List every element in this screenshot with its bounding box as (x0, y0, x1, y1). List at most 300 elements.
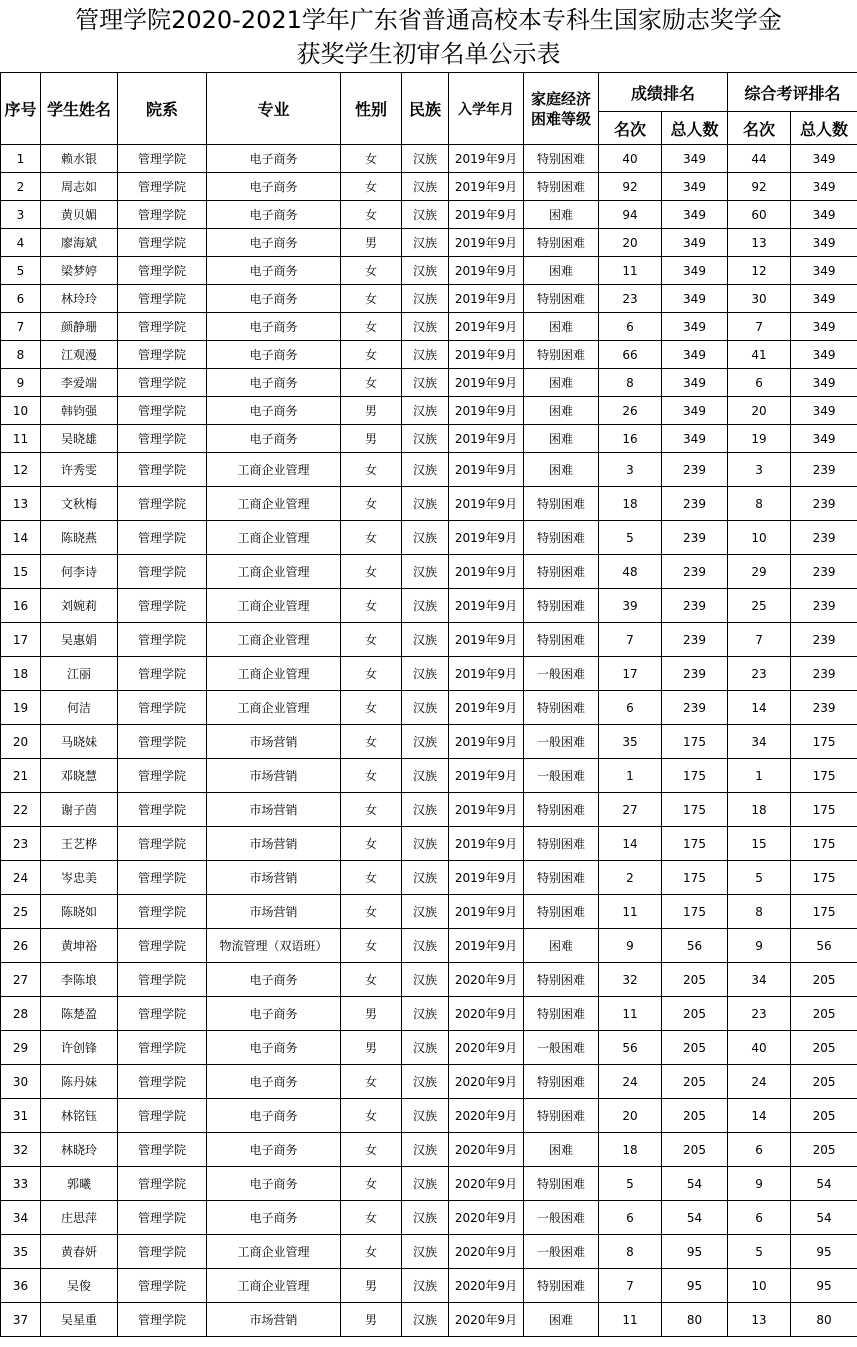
cell-seq: 31 (1, 1099, 41, 1133)
cell-enroll: 2019年9月 (449, 285, 524, 313)
cell-ethnicity: 汉族 (402, 173, 449, 201)
cell-hardship: 困难 (524, 369, 599, 397)
cell-overall-rank: 8 (728, 487, 791, 521)
cell-enroll: 2020年9月 (449, 1031, 524, 1065)
table-row (1, 285, 857, 313)
cell-gender: 女 (341, 285, 402, 313)
cell-major: 电子商务 (207, 285, 341, 313)
cell-seq: 32 (1, 1133, 41, 1167)
cell-name: 林铭钰 (41, 1099, 118, 1133)
cell-college: 管理学院 (118, 341, 207, 369)
cell-grade-rank: 3 (599, 453, 662, 487)
cell-hardship: 特别困难 (524, 173, 599, 201)
cell-overall-total: 239 (791, 453, 857, 487)
cell-ethnicity: 汉族 (402, 145, 449, 173)
cell-gender: 女 (341, 1167, 402, 1201)
cell-seq: 27 (1, 963, 41, 997)
cell-overall-rank: 40 (728, 1031, 791, 1065)
cell-gender: 女 (341, 827, 402, 861)
cell-college: 管理学院 (118, 929, 207, 963)
cell-major: 工商企业管理 (207, 521, 341, 555)
cell-grade-total: 205 (662, 1099, 728, 1133)
cell-gender: 男 (341, 229, 402, 257)
table-body (1, 145, 857, 1337)
cell-college: 管理学院 (118, 997, 207, 1031)
cell-hardship: 特别困难 (524, 145, 599, 173)
cell-gender: 女 (341, 145, 402, 173)
cell-grade-total: 239 (662, 487, 728, 521)
cell-name: 王艺桦 (41, 827, 118, 861)
cell-ethnicity: 汉族 (402, 997, 449, 1031)
cell-college: 管理学院 (118, 369, 207, 397)
table-row (1, 623, 857, 657)
cell-overall-total: 239 (791, 521, 857, 555)
cell-grade-total: 56 (662, 929, 728, 963)
cell-hardship: 困难 (524, 1303, 599, 1337)
cell-grade-total: 349 (662, 257, 728, 285)
cell-grade-rank: 35 (599, 725, 662, 759)
cell-grade-rank: 6 (599, 313, 662, 341)
cell-college: 管理学院 (118, 257, 207, 285)
cell-grade-rank: 48 (599, 555, 662, 589)
cell-gender: 女 (341, 1201, 402, 1235)
cell-gender: 男 (341, 397, 402, 425)
cell-college: 管理学院 (118, 827, 207, 861)
cell-hardship: 困难 (524, 257, 599, 285)
cell-gender: 女 (341, 623, 402, 657)
cell-overall-rank: 18 (728, 793, 791, 827)
cell-major: 电子商务 (207, 963, 341, 997)
cell-grade-total: 54 (662, 1201, 728, 1235)
cell-overall-total: 239 (791, 691, 857, 725)
cell-seq: 25 (1, 895, 41, 929)
table-row (1, 145, 857, 173)
cell-major: 市场营销 (207, 759, 341, 793)
cell-overall-rank: 5 (728, 861, 791, 895)
cell-enroll: 2019年9月 (449, 793, 524, 827)
cell-enroll: 2019年9月 (449, 425, 524, 453)
cell-grade-total: 349 (662, 285, 728, 313)
cell-grade-total: 95 (662, 1269, 728, 1303)
cell-college: 管理学院 (118, 1065, 207, 1099)
cell-ethnicity: 汉族 (402, 425, 449, 453)
cell-overall-total: 205 (791, 997, 857, 1031)
cell-major: 工商企业管理 (207, 487, 341, 521)
cell-enroll: 2019年9月 (449, 861, 524, 895)
cell-grade-total: 239 (662, 623, 728, 657)
cell-enroll: 2019年9月 (449, 173, 524, 201)
cell-overall-rank: 14 (728, 691, 791, 725)
cell-enroll: 2020年9月 (449, 963, 524, 997)
header-ethnicity: 民族 (402, 73, 449, 145)
cell-hardship: 特别困难 (524, 1167, 599, 1201)
cell-overall-total: 54 (791, 1167, 857, 1201)
cell-name: 吴星重 (41, 1303, 118, 1337)
cell-college: 管理学院 (118, 1269, 207, 1303)
cell-enroll: 2019年9月 (449, 521, 524, 555)
cell-name: 韩钧强 (41, 397, 118, 425)
cell-grade-total: 349 (662, 313, 728, 341)
cell-overall-total: 80 (791, 1303, 857, 1337)
cell-name: 陈晓如 (41, 895, 118, 929)
cell-grade-rank: 40 (599, 145, 662, 173)
cell-major: 电子商务 (207, 313, 341, 341)
cell-overall-rank: 1 (728, 759, 791, 793)
cell-ethnicity: 汉族 (402, 369, 449, 397)
cell-overall-rank: 8 (728, 895, 791, 929)
cell-ethnicity: 汉族 (402, 313, 449, 341)
table-row (1, 895, 857, 929)
header-college: 院系 (118, 73, 207, 145)
cell-overall-total: 54 (791, 1201, 857, 1235)
cell-ethnicity: 汉族 (402, 589, 449, 623)
header-overall-rank: 综合考评排名 (728, 73, 857, 112)
cell-major: 工商企业管理 (207, 589, 341, 623)
table-row (1, 589, 857, 623)
cell-college: 管理学院 (118, 725, 207, 759)
cell-seq: 1 (1, 145, 41, 173)
cell-hardship: 一般困难 (524, 1031, 599, 1065)
cell-grade-total: 205 (662, 1065, 728, 1099)
cell-seq: 12 (1, 453, 41, 487)
cell-grade-rank: 8 (599, 1235, 662, 1269)
cell-enroll: 2019年9月 (449, 929, 524, 963)
cell-overall-total: 239 (791, 487, 857, 521)
header-hardship: 家庭经济困难等级 (524, 73, 599, 145)
cell-college: 管理学院 (118, 861, 207, 895)
cell-grade-total: 175 (662, 725, 728, 759)
cell-name: 李陈埌 (41, 963, 118, 997)
cell-ethnicity: 汉族 (402, 1235, 449, 1269)
cell-overall-rank: 92 (728, 173, 791, 201)
cell-enroll: 2019年9月 (449, 827, 524, 861)
cell-overall-rank: 20 (728, 397, 791, 425)
cell-college: 管理学院 (118, 1167, 207, 1201)
cell-gender: 女 (341, 313, 402, 341)
table-row (1, 397, 857, 425)
cell-grade-rank: 39 (599, 589, 662, 623)
table-row (1, 257, 857, 285)
cell-overall-rank: 7 (728, 623, 791, 657)
cell-college: 管理学院 (118, 623, 207, 657)
cell-name: 周志如 (41, 173, 118, 201)
cell-name: 谢子茵 (41, 793, 118, 827)
cell-college: 管理学院 (118, 487, 207, 521)
cell-gender: 男 (341, 1031, 402, 1065)
cell-grade-rank: 8 (599, 369, 662, 397)
cell-grade-total: 239 (662, 555, 728, 589)
cell-overall-total: 175 (791, 725, 857, 759)
cell-ethnicity: 汉族 (402, 201, 449, 229)
cell-seq: 36 (1, 1269, 41, 1303)
cell-grade-total: 175 (662, 827, 728, 861)
cell-hardship: 特别困难 (524, 341, 599, 369)
table-row (1, 1133, 857, 1167)
cell-name: 黄坤裕 (41, 929, 118, 963)
cell-overall-total: 239 (791, 657, 857, 691)
cell-gender: 女 (341, 341, 402, 369)
header-gender: 性别 (341, 73, 402, 145)
header-grade-rank-position: 名次 (599, 112, 662, 145)
cell-seq: 11 (1, 425, 41, 453)
cell-major: 工商企业管理 (207, 1235, 341, 1269)
cell-gender: 女 (341, 453, 402, 487)
cell-grade-rank: 9 (599, 929, 662, 963)
cell-major: 电子商务 (207, 201, 341, 229)
cell-major: 工商企业管理 (207, 657, 341, 691)
cell-name: 黄春妍 (41, 1235, 118, 1269)
cell-enroll: 2019年9月 (449, 589, 524, 623)
cell-ethnicity: 汉族 (402, 895, 449, 929)
cell-hardship: 特别困难 (524, 1065, 599, 1099)
cell-name: 梁梦婷 (41, 257, 118, 285)
cell-gender: 女 (341, 1133, 402, 1167)
header-grade-rank-total: 总人数 (662, 112, 728, 145)
cell-seq: 37 (1, 1303, 41, 1337)
cell-hardship: 特别困难 (524, 589, 599, 623)
cell-college: 管理学院 (118, 425, 207, 453)
cell-hardship: 困难 (524, 425, 599, 453)
cell-overall-rank: 10 (728, 521, 791, 555)
title-line-2: 获奖学生初审名单公示表 (296, 40, 561, 68)
cell-seq: 13 (1, 487, 41, 521)
cell-college: 管理学院 (118, 1133, 207, 1167)
table-row (1, 229, 857, 257)
cell-gender: 女 (341, 201, 402, 229)
cell-major: 工商企业管理 (207, 453, 341, 487)
cell-grade-total: 54 (662, 1167, 728, 1201)
cell-gender: 男 (341, 425, 402, 453)
cell-ethnicity: 汉族 (402, 1031, 449, 1065)
cell-gender: 女 (341, 725, 402, 759)
cell-overall-total: 239 (791, 589, 857, 623)
cell-hardship: 特别困难 (524, 963, 599, 997)
cell-college: 管理学院 (118, 1201, 207, 1235)
cell-grade-rank: 6 (599, 691, 662, 725)
cell-seq: 23 (1, 827, 41, 861)
cell-overall-rank: 30 (728, 285, 791, 313)
cell-hardship: 特别困难 (524, 793, 599, 827)
cell-seq: 17 (1, 623, 41, 657)
cell-enroll: 2019年9月 (449, 397, 524, 425)
cell-college: 管理学院 (118, 793, 207, 827)
cell-ethnicity: 汉族 (402, 657, 449, 691)
roster-table (0, 72, 857, 1337)
cell-college: 管理学院 (118, 173, 207, 201)
cell-hardship: 特别困难 (524, 827, 599, 861)
cell-grade-total: 239 (662, 589, 728, 623)
cell-overall-rank: 29 (728, 555, 791, 589)
document-title (0, 0, 857, 72)
cell-enroll: 2019年9月 (449, 759, 524, 793)
cell-seq: 4 (1, 229, 41, 257)
cell-grade-total: 349 (662, 173, 728, 201)
cell-seq: 16 (1, 589, 41, 623)
cell-major: 电子商务 (207, 1099, 341, 1133)
cell-enroll: 2020年9月 (449, 1065, 524, 1099)
cell-name: 庄思萍 (41, 1201, 118, 1235)
cell-enroll: 2019年9月 (449, 657, 524, 691)
cell-grade-rank: 7 (599, 623, 662, 657)
cell-college: 管理学院 (118, 963, 207, 997)
cell-major: 电子商务 (207, 257, 341, 285)
cell-enroll: 2019年9月 (449, 201, 524, 229)
cell-overall-rank: 34 (728, 963, 791, 997)
table-row (1, 657, 857, 691)
cell-grade-rank: 18 (599, 487, 662, 521)
cell-name: 何洁 (41, 691, 118, 725)
cell-gender: 女 (341, 555, 402, 589)
cell-enroll: 2020年9月 (449, 1167, 524, 1201)
cell-name: 陈晓燕 (41, 521, 118, 555)
cell-overall-total: 56 (791, 929, 857, 963)
cell-enroll: 2019年9月 (449, 691, 524, 725)
cell-major: 市场营销 (207, 827, 341, 861)
cell-seq: 21 (1, 759, 41, 793)
cell-name: 许创锋 (41, 1031, 118, 1065)
cell-college: 管理学院 (118, 521, 207, 555)
cell-hardship: 困难 (524, 397, 599, 425)
cell-major: 市场营销 (207, 895, 341, 929)
cell-seq: 22 (1, 793, 41, 827)
cell-enroll: 2019年9月 (449, 453, 524, 487)
cell-gender: 女 (341, 929, 402, 963)
cell-name: 刘婉莉 (41, 589, 118, 623)
table-row (1, 997, 857, 1031)
cell-major: 电子商务 (207, 997, 341, 1031)
cell-hardship: 特别困难 (524, 861, 599, 895)
cell-gender: 女 (341, 759, 402, 793)
cell-seq: 20 (1, 725, 41, 759)
cell-major: 电子商务 (207, 1065, 341, 1099)
cell-name: 颜静珊 (41, 313, 118, 341)
cell-gender: 女 (341, 895, 402, 929)
cell-seq: 9 (1, 369, 41, 397)
cell-enroll: 2019年9月 (449, 257, 524, 285)
cell-gender: 女 (341, 657, 402, 691)
cell-gender: 女 (341, 691, 402, 725)
cell-grade-rank: 2 (599, 861, 662, 895)
cell-ethnicity: 汉族 (402, 861, 449, 895)
cell-major: 电子商务 (207, 1167, 341, 1201)
cell-grade-total: 175 (662, 793, 728, 827)
cell-overall-rank: 44 (728, 145, 791, 173)
header-overall-rank-total: 总人数 (791, 112, 857, 145)
cell-grade-total: 205 (662, 1133, 728, 1167)
cell-hardship: 困难 (524, 453, 599, 487)
cell-major: 电子商务 (207, 1031, 341, 1065)
cell-seq: 24 (1, 861, 41, 895)
cell-overall-rank: 23 (728, 657, 791, 691)
cell-grade-rank: 94 (599, 201, 662, 229)
cell-ethnicity: 汉族 (402, 521, 449, 555)
cell-grade-rank: 7 (599, 1269, 662, 1303)
cell-grade-total: 239 (662, 657, 728, 691)
cell-name: 陈楚盈 (41, 997, 118, 1031)
cell-grade-rank: 16 (599, 425, 662, 453)
cell-major: 市场营销 (207, 793, 341, 827)
cell-overall-rank: 6 (728, 1201, 791, 1235)
cell-enroll: 2019年9月 (449, 369, 524, 397)
header-major: 专业 (207, 73, 341, 145)
cell-college: 管理学院 (118, 657, 207, 691)
cell-overall-total: 175 (791, 827, 857, 861)
table-row (1, 1099, 857, 1133)
cell-gender: 男 (341, 1303, 402, 1337)
cell-grade-rank: 27 (599, 793, 662, 827)
cell-ethnicity: 汉族 (402, 257, 449, 285)
cell-name: 吴惠娟 (41, 623, 118, 657)
cell-seq: 18 (1, 657, 41, 691)
cell-hardship: 特别困难 (524, 285, 599, 313)
cell-hardship: 特别困难 (524, 623, 599, 657)
cell-overall-rank: 24 (728, 1065, 791, 1099)
cell-grade-total: 205 (662, 997, 728, 1031)
cell-ethnicity: 汉族 (402, 1303, 449, 1337)
cell-enroll: 2019年9月 (449, 487, 524, 521)
cell-name: 吴晓雄 (41, 425, 118, 453)
cell-gender: 女 (341, 173, 402, 201)
cell-overall-total: 349 (791, 173, 857, 201)
cell-overall-total: 205 (791, 1031, 857, 1065)
cell-enroll: 2019年9月 (449, 725, 524, 759)
cell-hardship: 一般困难 (524, 725, 599, 759)
cell-grade-rank: 5 (599, 1167, 662, 1201)
cell-college: 管理学院 (118, 1303, 207, 1337)
cell-gender: 女 (341, 861, 402, 895)
cell-name: 廖海斌 (41, 229, 118, 257)
cell-gender: 女 (341, 1065, 402, 1099)
cell-overall-total: 95 (791, 1269, 857, 1303)
cell-college: 管理学院 (118, 759, 207, 793)
cell-overall-rank: 15 (728, 827, 791, 861)
cell-college: 管理学院 (118, 201, 207, 229)
cell-gender: 女 (341, 1099, 402, 1133)
cell-ethnicity: 汉族 (402, 1269, 449, 1303)
cell-name: 江丽 (41, 657, 118, 691)
table-row (1, 963, 857, 997)
table-row (1, 341, 857, 369)
cell-seq: 33 (1, 1167, 41, 1201)
cell-college: 管理学院 (118, 313, 207, 341)
cell-hardship: 一般困难 (524, 657, 599, 691)
table-row (1, 425, 857, 453)
cell-enroll: 2019年9月 (449, 895, 524, 929)
header-name: 学生姓名 (41, 73, 118, 145)
table-row (1, 691, 857, 725)
cell-hardship: 困难 (524, 313, 599, 341)
table-row (1, 1269, 857, 1303)
cell-enroll: 2019年9月 (449, 623, 524, 657)
cell-grade-total: 95 (662, 1235, 728, 1269)
cell-seq: 26 (1, 929, 41, 963)
cell-overall-total: 205 (791, 1133, 857, 1167)
table-row (1, 929, 857, 963)
cell-gender: 女 (341, 793, 402, 827)
cell-name: 陈丹妹 (41, 1065, 118, 1099)
cell-seq: 29 (1, 1031, 41, 1065)
cell-grade-total: 175 (662, 895, 728, 929)
cell-major: 电子商务 (207, 425, 341, 453)
cell-name: 李爱端 (41, 369, 118, 397)
cell-major: 电子商务 (207, 369, 341, 397)
cell-grade-rank: 26 (599, 397, 662, 425)
cell-overall-rank: 10 (728, 1269, 791, 1303)
cell-name: 黄贝媚 (41, 201, 118, 229)
cell-overall-total: 349 (791, 201, 857, 229)
header-grade-rank: 成绩排名 (599, 73, 728, 112)
table-row (1, 521, 857, 555)
